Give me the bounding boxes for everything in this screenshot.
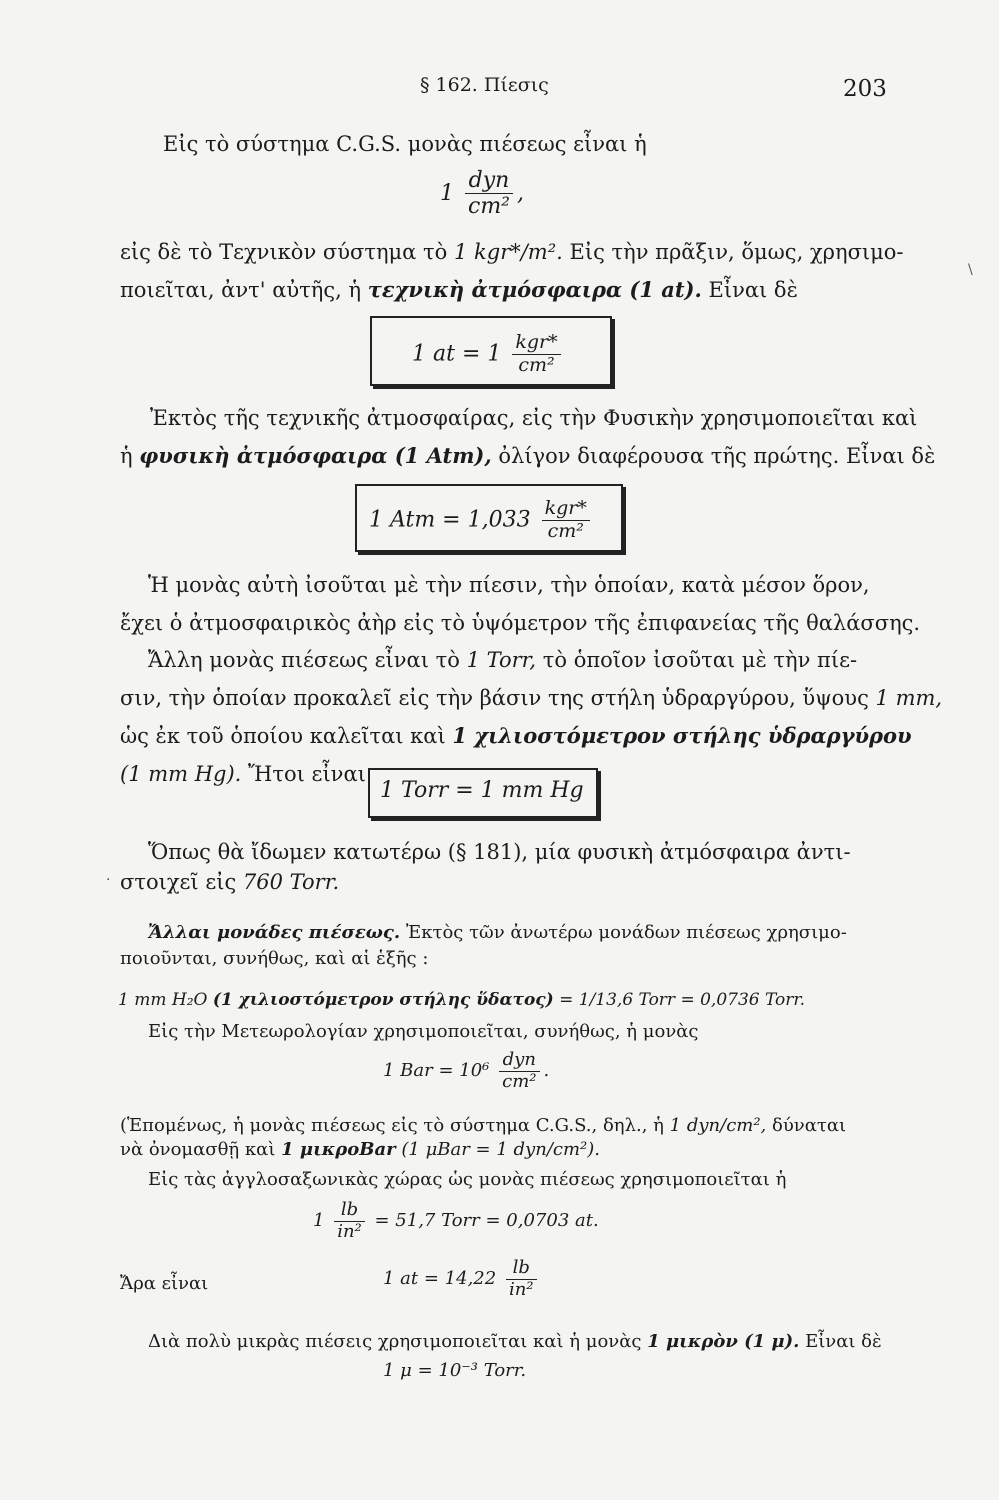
- p5-term-mm-mercury: 1 χιλιοστόμετρον στήλης ὑδραργύρου: [452, 723, 912, 748]
- box1-numerator: kgr*: [512, 332, 560, 355]
- paragraph-torr-line1: [148, 640, 857, 680]
- page-number: 203: [843, 76, 887, 102]
- paragraph-physical-line2: [120, 436, 935, 476]
- equation-at-in-psi: [383, 1258, 541, 1300]
- boxed-equation-atm: [355, 484, 623, 552]
- paragraph-physical-line1: Ἐκτὸς τῆς τεχνικῆς ἀτμοσφαίρας, εἰς τὴν Φυσικὴν χρησιμοποιεῖται καὶ: [150, 406, 918, 430]
- paragraph-other-units-line2: ποιοῦνται, συνήθως, καὶ αἱ ἑξῆς :: [120, 948, 429, 969]
- paragraph-technical-line2: [120, 270, 798, 310]
- paragraph-760-line2: [120, 862, 339, 902]
- paragraph-cgs-unit: Εἰς τὸ σύστημα C.G.S. μονὰς πιέσεως εἶναι ἡ: [163, 132, 647, 156]
- eq4-coef: 1: [313, 1210, 325, 1232]
- p11-text-b: Εἶναι δὲ: [805, 1331, 882, 1352]
- box2-numerator: kgr*: [542, 498, 590, 521]
- eq5-label: Ἄρα εἶναι: [120, 1273, 209, 1294]
- p9-text-b: δύναται: [772, 1115, 847, 1136]
- equation-mm-water: [118, 984, 805, 1016]
- p5-text-c: σιν, τὴν ὁποίαν προκαλεῖ εἰς τὴν βάσιν της στήλη ὑδραργύρου, ὕψους: [120, 686, 869, 710]
- margin-mark: \: [968, 262, 973, 278]
- p5-text-b: τὸ ὁποῖον ἰσοῦται μὲ τὴν πίε-: [542, 648, 858, 672]
- p11-text-a: Διὰ πολὺ μικρὰς πιέσεις χρησιμοποιεῖται καὶ ἡ μονὰς: [148, 1331, 642, 1352]
- p5-unit-mmhg: (1 mm Hg).: [120, 762, 242, 786]
- eq4-fraction: [334, 1200, 365, 1242]
- eq3-fraction: [499, 1050, 539, 1092]
- eq4-denominator: in²: [337, 1220, 362, 1242]
- p5-text-a: Ἄλλη μονὰς πιέσεως εἶναι τὸ: [148, 648, 460, 672]
- eq4-rhs: = 51,7 Torr = 0,0703 at.: [374, 1210, 599, 1232]
- equation-micron: 1 μ = 10⁻³ Torr.: [383, 1360, 527, 1381]
- paragraph-microbar-line2: [120, 1134, 600, 1166]
- paragraph-anglo-saxon: Εἰς τὰς ἀγγλοσαξωνικὰς χώρας ὡς μονὰς πιέσεως χρησιμοποιεῖται ἡ: [148, 1169, 787, 1190]
- p3-text-a: ἡ: [120, 444, 133, 468]
- p6-unit-760-torr: 760 Torr.: [242, 870, 340, 894]
- eq1-denominator: cm²: [468, 194, 511, 220]
- boxed-equation-torr: [368, 768, 598, 818]
- p11-term-micron: 1 μικρὸν (1 μ).: [647, 1331, 800, 1352]
- paragraph-meteorology: Εἰς τὴν Μετεωρολογίαν χρησιμοποιεῖται, συνήθως, ἡ μονὰς: [148, 1021, 699, 1042]
- equation-dyn-per-cm2: [440, 168, 524, 220]
- box1-denominator: cm²: [518, 353, 555, 376]
- eq3-numerator: dyn: [499, 1050, 539, 1072]
- paragraph-technical-line1: [120, 232, 904, 272]
- eq1-fraction: [465, 168, 513, 220]
- p5-unit-mm: 1 mm,: [875, 686, 943, 710]
- eq2-rhs: = 1/13,6 Torr = 0,0736 Torr.: [559, 990, 806, 1010]
- eq2-term-mm-water: (1 χιλιοστόμετρον στήλης ὕδατος): [212, 990, 554, 1010]
- p9-term-microbar: 1 μικροBar: [281, 1139, 396, 1160]
- eq1-comma: ,: [517, 180, 525, 206]
- eq3-lhs: 1 Bar = 10⁶: [383, 1060, 490, 1082]
- p3-text-b: ὀλίγον διαφέρουσα τῆς πρώτης. Εἶναι δὲ: [498, 444, 936, 468]
- paragraph-sea-level-line2: ἔχει ὁ ἀτμοσφαιρικὸς ἀὴρ εἰς τὸ ὑψόμετρον τῆς ἐπιφανείας τῆς θαλάσσης.: [120, 611, 921, 635]
- p6-text-a: στοιχεῖ εἰς: [120, 870, 237, 894]
- box2-denominator: cm²: [547, 519, 584, 542]
- paragraph-torr-line3: [120, 716, 912, 756]
- eq5-numerator: lb: [506, 1258, 537, 1280]
- equation-bar: [383, 1050, 549, 1092]
- section-header: § 162. Πίεσις: [420, 74, 549, 96]
- p9-unit-dyn-cm2: 1 dyn/cm²,: [669, 1115, 767, 1136]
- p2-text-b: Εἰς τὴν πρᾶξιν, ὅμως, χρησιμο-: [569, 240, 904, 264]
- p5-text-d: ὡς ἐκ τοῦ ὁποίου καλεῖται καὶ: [120, 724, 446, 748]
- p7-text-a: Ἐκτὸς τῶν ἀνωτέρω μονάδων πιέσεως χρησιμο-: [405, 922, 847, 943]
- eq4-numerator: lb: [334, 1200, 365, 1222]
- eq5-lhs: 1 at = 14,22: [383, 1268, 497, 1290]
- equation-psi: [313, 1200, 599, 1242]
- paragraph-micron: [148, 1326, 882, 1358]
- p9-text-a: (Ἑπομένως, ἡ μονὰς πιέσεως εἰς τὸ σύστημα C.G.S., δηλ., ἡ: [120, 1115, 664, 1136]
- p9-unit-microbar: (1 μBar = 1 dyn/cm²).: [401, 1139, 600, 1160]
- p7-heading-other-units: Ἄλλαι μονάδες πιέσεως.: [148, 922, 401, 943]
- eq3-denominator: cm²: [502, 1070, 537, 1092]
- box1-lhs: 1 at = 1: [412, 341, 502, 367]
- p3-term-physical-atmosphere: φυσικὴ ἀτμόσφαιρα (1 Atm),: [139, 443, 492, 468]
- p2-unit: 1 kgr*/m².: [453, 240, 563, 264]
- p9-text-c: νὰ ὀνομασθῇ καὶ: [120, 1139, 276, 1160]
- p2-text-a: εἰς δὲ τὸ Τεχνικὸν σύστημα τὸ: [120, 240, 448, 264]
- eq1-numerator: dyn: [465, 168, 513, 194]
- eq5-denominator: in²: [508, 1278, 534, 1300]
- paragraph-760-line1: Ὅπως θὰ ἴδωμεν κατωτέρω (§ 181), μία φυσικὴ ἀτμόσφαιρα ἀντι-: [148, 840, 851, 864]
- box3-text: 1 Torr = 1 mm Hg: [380, 778, 584, 803]
- p5-text-e: Ἤτοι εἶναι: [248, 762, 366, 786]
- paragraph-torr-line2: [120, 678, 942, 718]
- eq3-period: .: [543, 1060, 550, 1082]
- p2-text-d: Εἶναι δὲ: [708, 278, 798, 302]
- p2-term-technical-atmosphere: τεχνικὴ ἀτμόσφαιρα (1 at).: [367, 277, 702, 302]
- p5-unit-torr: 1 Torr,: [466, 648, 537, 672]
- box1-fraction: [512, 332, 560, 377]
- boxed-equation-at: [370, 316, 612, 386]
- margin-dot: .: [106, 868, 111, 884]
- eq1-coef: 1: [440, 180, 454, 206]
- eq5-fraction: [506, 1258, 537, 1300]
- box2-lhs: 1 Atm = 1,033: [369, 507, 531, 533]
- paragraph-torr-line4: [120, 754, 366, 794]
- paragraph-sea-level-line1: Ἡ μονὰς αὐτὴ ἰσοῦται μὲ τὴν πίεσιν, τὴν ὁποίαν, κατὰ μέσον ὅρον,: [148, 573, 870, 597]
- box2-fraction: [542, 498, 590, 543]
- p2-text-c: ποιεῖται, ἀντ' αὐτῆς, ἡ: [120, 278, 362, 302]
- eq2-lhs: 1 mm H₂O: [118, 990, 208, 1010]
